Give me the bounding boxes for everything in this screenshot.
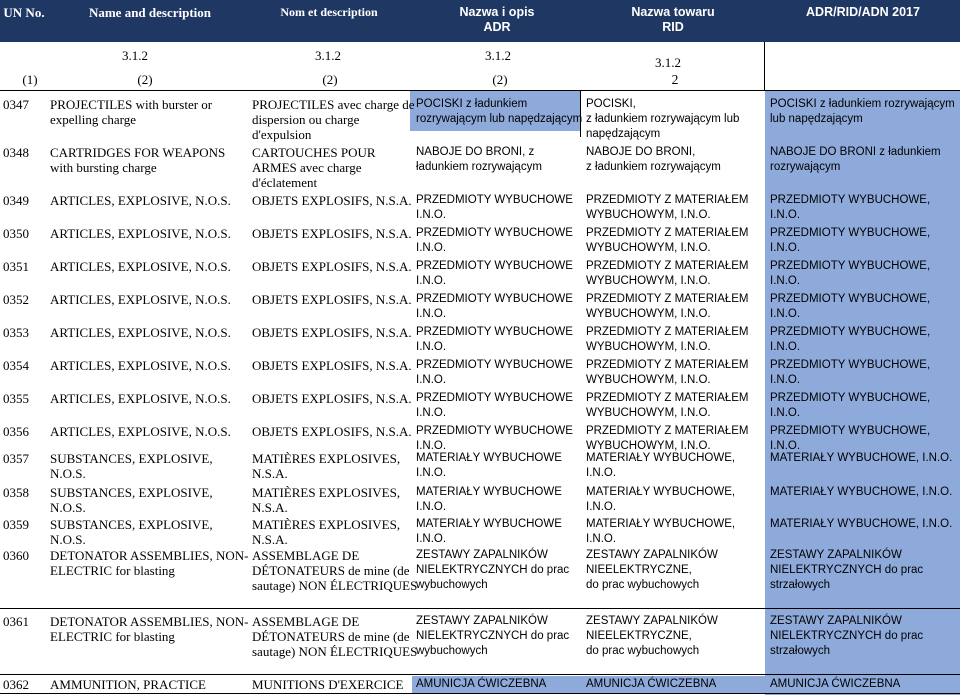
un-number: 0351 [3, 259, 29, 274]
cell-en: SUBSTANCES, EXPLOSIVE, [50, 451, 213, 466]
cell-rid: do prac wybuchowych [586, 579, 700, 591]
cell-rid: z ładunkiem rozrywającym [586, 161, 721, 173]
col-number-2-adr: (2) [492, 72, 508, 87]
cell-fr: dispersion ou charge [252, 112, 360, 127]
cell-fr: sautage) NON ÉLECTRIQUES [252, 578, 418, 593]
col-number-2-en: (2) [137, 72, 153, 87]
cell-fr: OBJETS EXPLOSIFS, N.S.A. [252, 424, 412, 439]
cell-rid: PRZEDMIOTY Z MATERIAŁEM [586, 227, 749, 239]
cell-fr: MUNITIONS D'EXERCICE [252, 677, 404, 692]
cell-adn: I.N.O. [770, 440, 801, 452]
cell-fr: MATIÈRES EXPLOSIVES, [252, 451, 401, 466]
cell-adr: PRZEDMIOTY WYBUCHOWE [416, 227, 573, 239]
cell-adn: PRZEDMIOTY WYBUCHOWE, [770, 326, 931, 338]
cell-rid: WYBUCHOWYM, I.N.O. [586, 275, 711, 287]
cell-rid: WYBUCHOWYM, I.N.O. [586, 341, 711, 353]
cell-adr: MATERIAŁY WYBUCHOWE [416, 452, 562, 464]
cell-adn: MATERIAŁY WYBUCHOWE, I.N.O. [770, 486, 953, 498]
cell-adn: AMUNICJA ĆWICZEBNA [770, 678, 901, 690]
cell-fr: OBJETS EXPLOSIFS, N.S.A. [252, 358, 412, 373]
cell-rid: ZESTAWY ZAPALNIKÓW [586, 615, 718, 627]
header-un-no: UN No. [3, 5, 45, 20]
cell-adr: I.N.O. [416, 533, 447, 545]
cell-rid: PRZEDMIOTY Z MATERIAŁEM [586, 425, 749, 437]
cell-en: DETONATOR ASSEMBLIES, NON- [50, 614, 249, 629]
cell-en: N.O.S. [50, 500, 86, 515]
cell-rid: MATERIAŁY WYBUCHOWE, [586, 452, 736, 464]
cell-rid: MATERIAŁY WYBUCHOWE, [586, 518, 736, 530]
un-number: 0352 [3, 292, 29, 307]
un-number: 0353 [3, 325, 29, 340]
cell-adr: I.N.O. [416, 275, 447, 287]
cell-adr: MATERIAŁY WYBUCHOWE [416, 486, 562, 498]
cell-adr: POCISKI z ładunkiem [416, 98, 528, 110]
cell-adn: ZESTAWY ZAPALNIKÓW [770, 549, 902, 561]
cell-fr: CARTOUCHES POUR [252, 145, 376, 160]
cell-adr: I.N.O. [416, 501, 447, 513]
cell-fr: OBJETS EXPLOSIFS, N.S.A. [252, 193, 412, 208]
cell-adr: MATERIAŁY WYBUCHOWE [416, 518, 562, 530]
cell-adr: PRZEDMIOTY WYBUCHOWE [416, 293, 573, 305]
cell-adr: AMUNICJA ĆWICZEBNA [416, 678, 547, 690]
cell-adr: I.N.O. [416, 407, 447, 419]
cell-adn: I.N.O. [770, 308, 801, 320]
cell-en: expelling charge [50, 112, 137, 127]
cell-rid: do prac wybuchowych [586, 645, 700, 657]
un-number: 0362 [3, 677, 29, 692]
cell-adn: POCISKI z ładunkiem rozrywającym [770, 98, 955, 110]
cell-rid: NABOJE DO BRONI, [586, 146, 696, 158]
divider [764, 42, 765, 90]
cell-rid: PRZEDMIOTY Z MATERIAŁEM [586, 293, 749, 305]
cell-adn: rozrywającym [770, 161, 841, 173]
un-number: 0354 [3, 358, 29, 373]
cell-adr: PRZEDMIOTY WYBUCHOWE [416, 392, 573, 404]
cell-adn: strzałowych [770, 645, 831, 657]
cell-en: ARTICLES, EXPLOSIVE, N.O.S. [50, 193, 231, 208]
cell-rid: WYBUCHOWYM, I.N.O. [586, 440, 711, 452]
header-rid-line1: Nazwa towaru [631, 5, 715, 19]
un-number: 0347 [3, 97, 29, 112]
cell-fr: ASSEMBLAGE DE [252, 614, 360, 629]
un-number: 0348 [3, 145, 29, 160]
cell-rid: MATERIAŁY WYBUCHOWE, [586, 486, 736, 498]
cell-adn: I.N.O. [770, 341, 801, 353]
cell-en: DETONATOR ASSEMBLIES, NON- [50, 548, 249, 563]
cell-rid: z ładunkiem rozrywającym lub [586, 113, 740, 125]
cell-rid: I.N.O. [586, 467, 617, 479]
cell-rid: POCISKI, [586, 98, 636, 110]
cell-en: ELECTRIC for blasting [50, 563, 175, 578]
cell-en: ARTICLES, EXPLOSIVE, N.O.S. [50, 391, 231, 406]
section-en: 3.1.2 [122, 48, 148, 63]
col-number-1: (1) [22, 72, 38, 87]
cell-en: N.O.S. [50, 532, 86, 547]
cell-fr: d'expulsion [252, 127, 312, 142]
cell-rid: AMUNICJA ĆWICZEBNA [586, 678, 717, 690]
un-number: 0357 [3, 451, 29, 466]
un-number: 0360 [3, 548, 29, 563]
cell-rid: I.N.O. [586, 501, 617, 513]
cell-adn: PRZEDMIOTY WYBUCHOWE, [770, 359, 931, 371]
cell-en: ARTICLES, EXPLOSIVE, N.O.S. [50, 325, 231, 340]
cell-fr: OBJETS EXPLOSIFS, N.S.A. [252, 325, 412, 340]
cell-adn: PRZEDMIOTY WYBUCHOWE, [770, 227, 931, 239]
cell-fr: N.S.A. [252, 466, 288, 481]
cell-en: PROJECTILES with burster or [50, 97, 213, 112]
cell-fr: DÉTONATEURS de mine (de [252, 629, 410, 644]
cell-adr: ZESTAWY ZAPALNIKÓW [416, 549, 548, 561]
cell-adr: I.N.O. [416, 242, 447, 254]
cell-rid: NIEELEKTRYCZNE, [586, 630, 692, 642]
un-number: 0359 [3, 517, 29, 532]
cell-en: SUBSTANCES, EXPLOSIVE, [50, 517, 213, 532]
header-name-en: Name and description [88, 5, 212, 20]
cell-rid: WYBUCHOWYM, I.N.O. [586, 209, 711, 221]
cell-adn: NIELEKTRYCZNYCH do prac [770, 564, 924, 576]
cell-adn: PRZEDMIOTY WYBUCHOWE, [770, 425, 931, 437]
cell-adr: NIELEKTRYCZNYCH do prac [416, 630, 570, 642]
cell-adr: I.N.O. [416, 440, 447, 452]
cell-adr: PRZEDMIOTY WYBUCHOWE [416, 194, 573, 206]
cell-adn: MATERIAŁY WYBUCHOWE, I.N.O. [770, 518, 953, 530]
cell-adn: PRZEDMIOTY WYBUCHOWE, [770, 392, 931, 404]
cell-fr: N.S.A. [252, 532, 288, 547]
cell-fr: MATIÈRES EXPLOSIVES, [252, 485, 401, 500]
un-number: 0355 [3, 391, 29, 406]
header-adr-line2: ADR [483, 20, 511, 34]
cell-adr: PRZEDMIOTY WYBUCHOWE [416, 359, 573, 371]
cell-rid: WYBUCHOWYM, I.N.O. [586, 308, 711, 320]
un-number: 0350 [3, 226, 29, 241]
cell-fr: d'éclatement [252, 175, 318, 190]
cell-adn: MATERIAŁY WYBUCHOWE, I.N.O. [770, 452, 953, 464]
un-number: 0356 [3, 424, 29, 439]
cell-rid: WYBUCHOWYM, I.N.O. [586, 374, 711, 386]
un-number: 0361 [3, 614, 29, 629]
cell-adn: strzałowych [770, 579, 831, 591]
cell-fr: N.S.A. [252, 500, 288, 515]
cell-fr: OBJETS EXPLOSIFS, N.S.A. [252, 259, 412, 274]
cell-fr: OBJETS EXPLOSIFS, N.S.A. [252, 292, 412, 307]
cell-adn: lub napędzającym [770, 113, 863, 125]
cell-adr: PRZEDMIOTY WYBUCHOWE [416, 425, 573, 437]
cell-en: with bursting charge [50, 160, 157, 175]
cell-adr: I.N.O. [416, 374, 447, 386]
section-fr: 3.1.2 [315, 48, 341, 63]
section-rid: 3.1.2 [655, 55, 681, 70]
cell-rid: ZESTAWY ZAPALNIKÓW [586, 549, 718, 561]
cell-fr: PROJECTILES avec charge de [252, 97, 415, 112]
cell-adr: PRZEDMIOTY WYBUCHOWE [416, 260, 573, 272]
cell-adr: rozrywającym lub napędzającym [416, 113, 583, 125]
cell-en: ARTICLES, EXPLOSIVE, N.O.S. [50, 358, 231, 373]
cell-adr: I.N.O. [416, 341, 447, 353]
cell-rid: PRZEDMIOTY Z MATERIAŁEM [586, 260, 749, 272]
cell-adr: I.N.O. [416, 308, 447, 320]
cell-en: CARTRIDGES FOR WEAPONS [50, 145, 226, 160]
cell-adr: ładunkiem rozrywającym [416, 161, 542, 173]
cell-adr: I.N.O. [416, 467, 447, 479]
cell-rid: PRZEDMIOTY Z MATERIAŁEM [586, 194, 749, 206]
cell-en: ARTICLES, EXPLOSIVE, N.O.S. [50, 292, 231, 307]
cell-en: SUBSTANCES, EXPLOSIVE, [50, 485, 213, 500]
cell-adn: I.N.O. [770, 242, 801, 254]
un-number: 0349 [3, 193, 29, 208]
col-number-2-rid: 2 [671, 72, 679, 87]
cell-rid: I.N.O. [586, 533, 617, 545]
cell-fr: OBJETS EXPLOSIFS, N.S.A. [252, 226, 412, 241]
cell-adn: I.N.O. [770, 374, 801, 386]
cell-en: ARTICLES, EXPLOSIVE, N.O.S. [50, 259, 231, 274]
cell-adn: PRZEDMIOTY WYBUCHOWE, [770, 293, 931, 305]
cell-fr: ARMES avec charge [252, 160, 362, 175]
header-reference: ADR/RID/ADN 2017 [806, 5, 920, 19]
cell-adr: NABOJE DO BRONI, z [416, 146, 535, 158]
cell-fr: DÉTONATEURS de mine (de [252, 563, 410, 578]
cell-en: N.O.S. [50, 466, 86, 481]
cell-rid: PRZEDMIOTY Z MATERIAŁEM [586, 326, 749, 338]
cell-fr: OBJETS EXPLOSIFS, N.S.A. [252, 391, 412, 406]
cell-adn: I.N.O. [770, 209, 801, 221]
cell-rid: NIEELEKTRYCZNE, [586, 564, 692, 576]
cell-adr: NIELEKTRYCZNYCH do prac [416, 564, 570, 576]
cell-adn: NIELEKTRYCZNYCH do prac [770, 630, 924, 642]
divider [0, 674, 960, 675]
cell-en: ELECTRIC for blasting [50, 629, 175, 644]
cell-fr: sautage) NON ÉLECTRIQUES [252, 644, 418, 659]
cell-adn: PRZEDMIOTY WYBUCHOWE, [770, 194, 931, 206]
cell-adr: wybuchowych [416, 579, 488, 591]
cell-adr: PRZEDMIOTY WYBUCHOWE [416, 326, 573, 338]
cell-rid: PRZEDMIOTY Z MATERIAŁEM [586, 359, 749, 371]
un-number: 0358 [3, 485, 29, 500]
cell-adr: I.N.O. [416, 209, 447, 221]
cell-rid: napędzającym [586, 128, 661, 140]
cell-adr: ZESTAWY ZAPALNIKÓW [416, 615, 548, 627]
cell-en: AMMUNITION, PRACTICE [50, 677, 206, 692]
col-number-2-fr: (2) [322, 72, 338, 87]
cell-adn: NABOJE DO BRONI z ładunkiem [770, 146, 941, 158]
cell-adn: PRZEDMIOTY WYBUCHOWE, [770, 260, 931, 272]
cell-rid: WYBUCHOWYM, I.N.O. [586, 407, 711, 419]
header-adr-line1: Nazwa i opis [459, 5, 535, 19]
cell-en: ARTICLES, EXPLOSIVE, N.O.S. [50, 226, 231, 241]
cell-fr: ASSEMBLAGE DE [252, 548, 360, 563]
cell-adn: I.N.O. [770, 407, 801, 419]
cell-adr: wybuchowych [416, 645, 488, 657]
cell-adn: ZESTAWY ZAPALNIKÓW [770, 615, 902, 627]
header-rid-line2: RID [662, 20, 684, 34]
cell-fr: MATIÈRES EXPLOSIVES, [252, 517, 401, 532]
cell-rid: WYBUCHOWYM, I.N.O. [586, 242, 711, 254]
section-adr: 3.1.2 [485, 48, 511, 63]
header-name-fr: Nom et description [280, 5, 378, 19]
divider [0, 608, 960, 609]
cell-adn: I.N.O. [770, 275, 801, 287]
cell-en: ARTICLES, EXPLOSIVE, N.O.S. [50, 424, 231, 439]
cell-rid: PRZEDMIOTY Z MATERIAŁEM [586, 392, 749, 404]
